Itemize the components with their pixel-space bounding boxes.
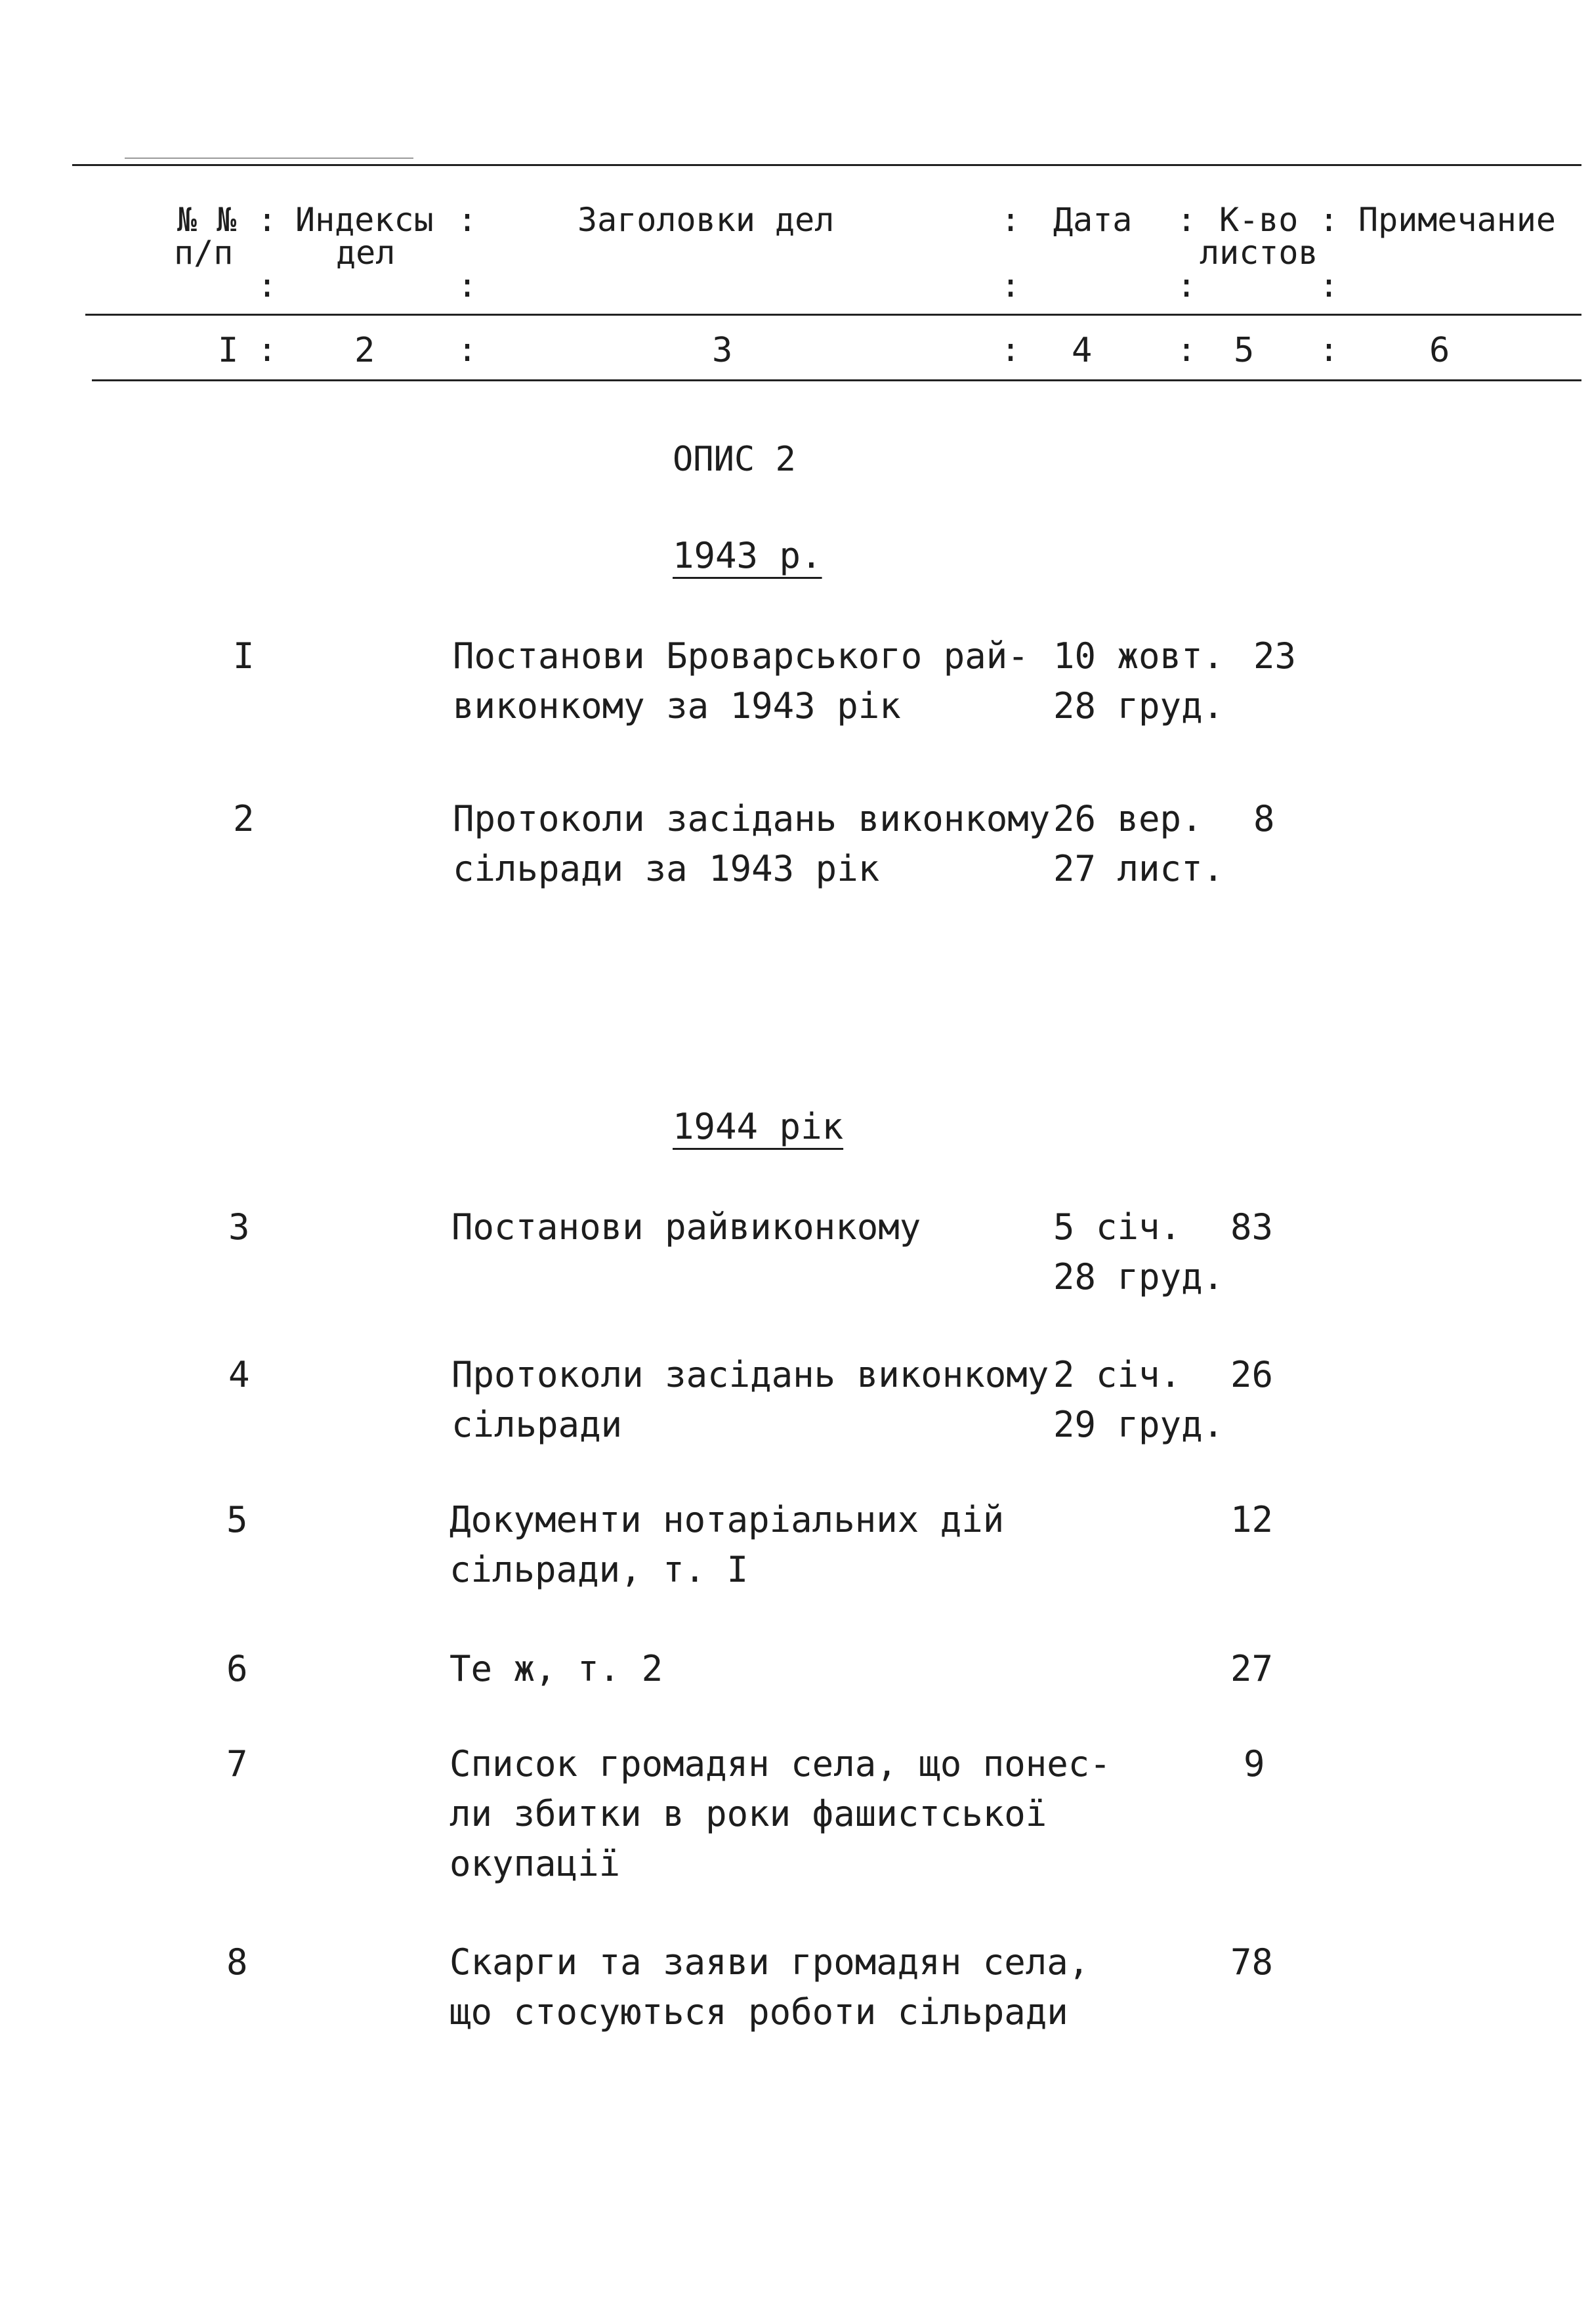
entry-date-end: 28 груд. (1053, 1256, 1224, 1298)
section-year-heading: 1943 р. (673, 535, 822, 576)
entry-number: I (233, 635, 255, 677)
entry-sheet-count: 12 (1230, 1499, 1274, 1540)
header-date-label: Дата (1053, 201, 1133, 239)
entry-number: 7 (226, 1743, 248, 1785)
entry-title-line: Список громадян села, що понес- (450, 1743, 1111, 1785)
entry-date-start: 5 січ. (1053, 1206, 1182, 1248)
entry-date-start: 26 вер. (1053, 798, 1203, 839)
entry-title-line: Скарги та заяви громадян села, (450, 1941, 1090, 1983)
entry-title (450, 1739, 1111, 1889)
entry-title-line: Протоколи засідань виконкому (451, 1354, 1049, 1395)
entry-title-line: що стосуються роботи сільради (450, 1991, 1068, 2033)
entry-number: 6 (226, 1648, 248, 1689)
column-number: 3 (712, 331, 733, 370)
entry-sheet-count: 9 (1244, 1743, 1265, 1785)
column-number: 2 (354, 331, 375, 370)
header-separator: : (1001, 266, 1021, 305)
header-number-label-2: п/п (174, 234, 234, 272)
header-sheets-label-2: листов (1200, 234, 1318, 272)
entry-title-line: ли збитки в роки фашистської (450, 1793, 1047, 1834)
entry-date-end: 27 лист. (1053, 848, 1224, 889)
entry-sheet-count: 23 (1253, 635, 1297, 677)
entry-sheet-count: 26 (1230, 1354, 1274, 1395)
header-separator: : (457, 331, 478, 369)
entry-title-line: сільради (451, 1404, 623, 1445)
header-middle-rule (85, 314, 1581, 316)
entry-title-line: Постанови райвиконкому (451, 1206, 921, 1248)
inventory-title: ОПИС 2 (673, 440, 796, 479)
header-sheets-label: К-во (1219, 201, 1299, 239)
entry-title (453, 794, 1050, 894)
header-separator: : (1319, 201, 1339, 239)
entry-sheet-count: 27 (1230, 1648, 1274, 1689)
entry-number: 3 (228, 1206, 250, 1248)
entry-title-line: окупації (450, 1843, 621, 1884)
entry-title-line: сільради за 1943 рік (453, 848, 880, 889)
header-index-label: Индексы (295, 201, 434, 239)
entry-number: 4 (228, 1354, 250, 1395)
entry-title-line: Те ж, т. 2 (450, 1648, 663, 1689)
entry-title-line: Документи нотаріальних дій (450, 1499, 1005, 1540)
entry-date-end: 28 груд. (1053, 685, 1224, 727)
entry-sheet-count: 8 (1253, 798, 1275, 839)
entry-sheet-count: 83 (1230, 1206, 1274, 1248)
entry-dates (1053, 1350, 1224, 1450)
header-top-faint-rule (125, 158, 413, 159)
header-separator: : (257, 266, 278, 305)
entry-title-line: виконкому за 1943 рік (453, 685, 901, 727)
header-separator: : (1319, 331, 1339, 369)
entry-title-line: Протоколи засідань виконкому (453, 798, 1051, 839)
section-year-heading: 1944 рік (673, 1106, 844, 1147)
entry-number: 2 (233, 798, 255, 839)
entry-title (451, 1350, 1049, 1450)
entry-title (450, 1937, 1089, 2037)
entry-date-start: 10 жовт. (1053, 635, 1224, 677)
entry-sheet-count: 78 (1230, 1941, 1274, 1983)
entry-dates (1053, 1202, 1224, 1302)
entry-date-start: 2 січ. (1053, 1354, 1182, 1395)
header-separator: : (257, 201, 278, 239)
header-top-rule (72, 164, 1581, 166)
header-separator: : (1177, 266, 1197, 305)
header-separator: : (1177, 201, 1197, 239)
column-number: 6 (1429, 331, 1450, 370)
column-number: 4 (1072, 331, 1093, 370)
header-separator: : (1001, 331, 1021, 369)
header-separator: : (1319, 266, 1339, 305)
header-bottom-rule (92, 379, 1581, 381)
entry-title (451, 1202, 921, 1252)
entry-title-line: Постанови Броварського рай- (453, 635, 1029, 677)
entry-dates (1053, 631, 1224, 731)
entry-number: 5 (226, 1499, 248, 1540)
header-number-label: № № (177, 201, 237, 239)
header-notes-label: Примечание (1358, 201, 1557, 239)
entry-title (453, 631, 1029, 731)
entry-title (450, 1495, 1004, 1595)
header-titles-label: Заголовки дел (577, 201, 835, 239)
column-number: I (218, 331, 239, 370)
header-separator: : (1001, 201, 1021, 239)
column-number: 5 (1234, 331, 1255, 370)
entry-number: 8 (226, 1941, 248, 1983)
header-separator: : (457, 266, 478, 305)
header-separator: : (1177, 331, 1197, 369)
entry-date-end: 29 груд. (1053, 1404, 1224, 1445)
header-index-label-2: дел (336, 234, 396, 272)
header-separator: : (257, 331, 278, 369)
entry-dates (1053, 794, 1224, 894)
entry-title (450, 1644, 663, 1694)
header-separator: : (457, 201, 478, 239)
entry-title-line: сільради, т. I (450, 1549, 749, 1590)
